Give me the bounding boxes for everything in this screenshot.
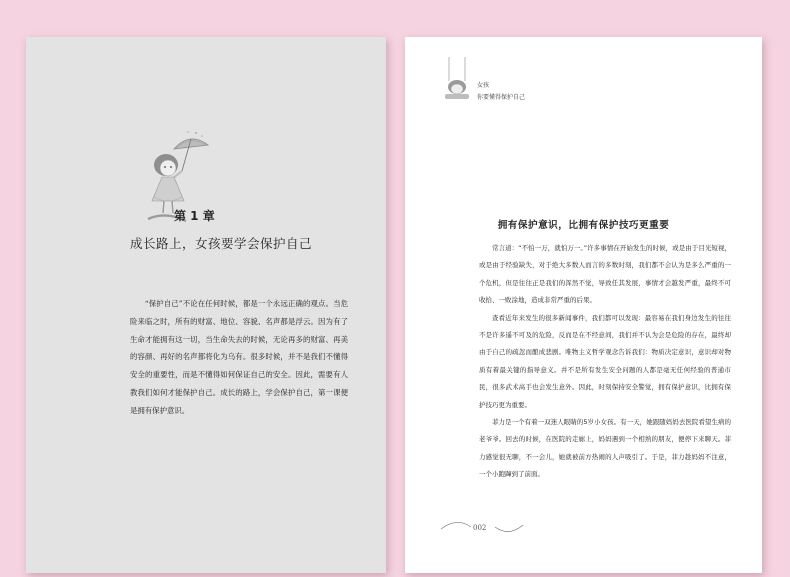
hanging-girl-icon <box>441 57 477 103</box>
left-page <box>26 37 386 573</box>
paragraph: 查看近年来发生的很多新闻事件，我们都可以发现：最容易在我们身边发生的往往不是许多遥不可及的危险，反而是在不经意间，我们并不认为会是危险的存在，最终却由于自己的疏忽而酿成悲剧。唯物主义哲学观念告诉我们：物质决定意识，意识却对物质有着最关键的指导意义。并不是所有发生安全问题的人都是毫无任何经验的普通市民，很多武术高手也会发生意外。因此，时刻保持安全警觉，拥有保护意识，比拥有保护技巧更为重要。 <box>479 313 731 409</box>
paragraph: 常言道：“不怕一万，就怕万一。”许多事情在开始发生的时候，或是由于目光短视，或是由于经验缺失，对于绝大多数人而言的多数时刻，我们都不会认为是多么严重的一个危机，但是往往正是我们的浑然不觉，导致任其发展，事情才会越发严重，最终不可收拾、一败涂地，造成非常严重的后果。 <box>479 244 731 305</box>
chapter-title: 成长路上，女孩要学会保护自己 <box>130 236 313 251</box>
chapter-intro-paragraph: “保护自己”不论在任何时候，都是一个永远正确的观点。当危险来临之时，所有的财富、地位、容貌、名声都是浮云。因为有了生命才能拥有这一切，当生命失去的时候，无论再多的财富、再美的容颜、再好的名声都将化为乌有。很多时候，并不是我们不懂得安全的重要性，而是不懂得如何保证自己的安全。因此，需要有人教我们如何才能保护自己。成长的路上，学会保护自己，第一课便是拥有保护意识。 <box>130 299 348 415</box>
running-header-line2: 你要懂得保护自己 <box>477 94 526 101</box>
section-title: 拥有保护意识，比拥有保护技巧更重要 <box>497 220 670 231</box>
right-page <box>405 37 762 573</box>
page-number: 002 <box>473 524 487 532</box>
running-header-line1: 女孩 <box>477 82 490 89</box>
chapter-label: 第 1 章 <box>174 209 215 223</box>
paragraph: 菲力是一个有着一双迷人眼睛的5岁小女孩。有一天，她跟随妈妈去医院看望生病的老爷爷。回去的时候，在医院的走廊上，妈妈遇到一个相熟的朋友，便停下来聊天。菲力感觉很无聊，不一会儿，她就被前方热闹的人声吸引了。于是，菲力趁妈妈不注意，一个小跑蹿到了前面。 <box>479 418 731 479</box>
body-text <box>479 240 731 484</box>
page-number-footer <box>437 515 527 539</box>
